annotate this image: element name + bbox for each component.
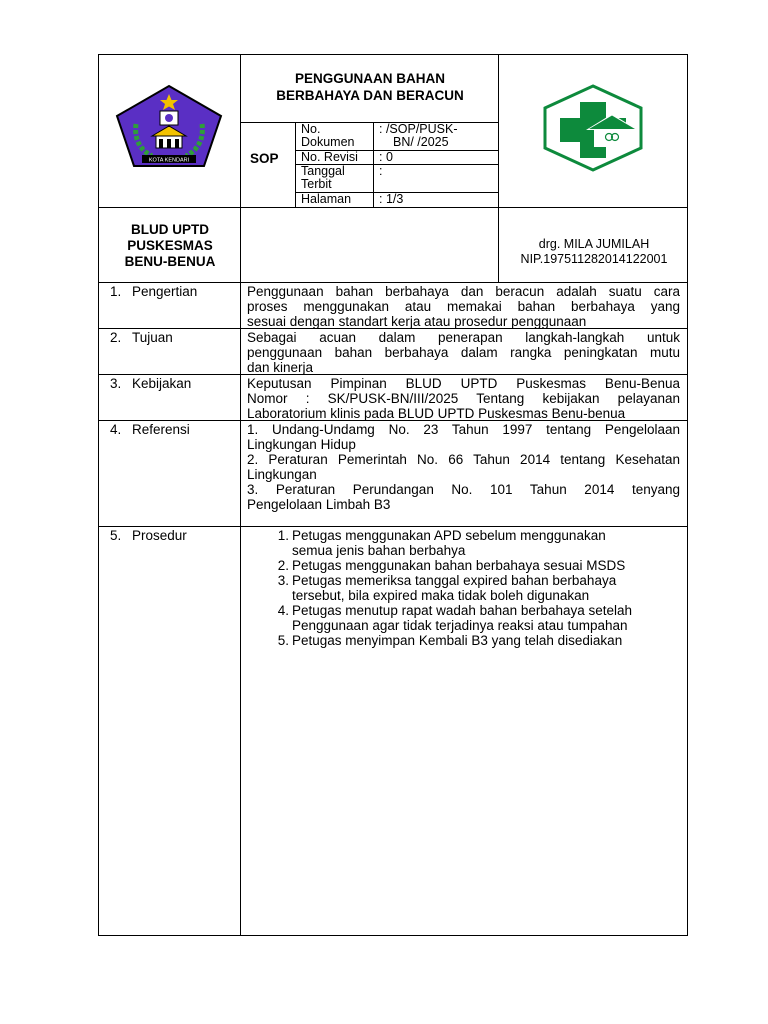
signatory-nip: NIP.197511282014122001 — [520, 252, 668, 266]
section-label-referensi: 4. Referensi — [110, 422, 190, 437]
title-line-1: PENGGUNAAN BAHAN — [294, 71, 445, 86]
procedure-item: 4. Petugas menutup rapat wadah bahan berbahaya setelah Penggunaan agar tidak terjadinya reaksi atau tumpahan — [277, 603, 633, 633]
document-title — [242, 70, 498, 104]
section-text-tujuan: Sebagai acuan dalam penerapan langkah-langkah untuk penggunaan bahan berbahaya dalam rangka peningkatan mutu dan kinerja — [247, 330, 680, 375]
procedure-item: 2. Petugas menggunakan bahan berbahaya sesuai MSDS — [277, 558, 626, 573]
procedure-list — [247, 528, 680, 648]
puskesmas-logo — [542, 84, 644, 172]
procedure-item: 5. Petugas menyimpan Kembali B3 yang telah disediakan — [277, 633, 623, 648]
section-text-pengertian: Penggunaan bahan berbahaya dan beracun adalah suatu cara proses menggunakan atau memakai bahan berbahaya yang sesuai dengan standart kerja atau prosedur penggunaan — [247, 284, 680, 329]
svg-text:KOTA KENDARI: KOTA KENDARI — [148, 157, 190, 164]
meta-label-tanggal: Tanggal Terbit — [301, 164, 345, 191]
title-line-2: BERBAHAYA DAN BERACUN — [276, 88, 464, 103]
meta-value-tanggal: : — [379, 164, 383, 178]
signatory — [500, 237, 688, 267]
meta-label-halaman: Halaman — [301, 192, 352, 206]
meta-value-dokumen: : /SOP/PUSK- BN/ /2025 — [379, 122, 458, 149]
section-label-prosedur: 5. Prosedur — [110, 528, 187, 543]
section-label-tujuan: 2. Tujuan — [110, 330, 173, 345]
procedure-item: 3. Petugas memeriksa tanggal expired bahan berbahaya tersebut, bila expired maka tidak boleh digunakan — [277, 573, 617, 603]
meta-label-revisi: No. Revisi — [301, 150, 358, 164]
kota-kendari-logo — [114, 84, 224, 168]
procedure-item: 1. Petugas menggunakan APD sebelum menggunakan semua jenis bahan berbahya — [277, 528, 606, 558]
section-text-referensi: 1. Undang-Undamg No. 23 Tahun 1997 tentang Pengelolaan Lingkungan Hidup 2. Peraturan Pemerintah No. 66 Tahun 2014 tentang Kesehatan Lingkungan 3. Peraturan Perundangan No. 101 Tahun 2014 tenyang Pengelolaan Limbah B3 — [247, 422, 680, 512]
signatory-name: drg. MILA JUMILAH — [538, 237, 650, 251]
meta-value-revisi: : 0 — [379, 150, 393, 164]
section-label-pengertian: 1. Pengertian — [110, 284, 198, 299]
sop-label: SOP — [250, 151, 279, 166]
meta-value-halaman: : 1/3 — [379, 192, 404, 206]
organization-name: BLUD UPTD PUSKESMAS BENU-BENUA — [124, 222, 216, 269]
meta-label-dokumen: No. Dokumen — [301, 122, 355, 149]
section-text-kebijakan: Keputusan Pimpinan BLUD UPTD Puskesmas Benu-Benua Nomor : SK/PUSK-BN/III/2025 Tentang kebijakan pelayanan Laboratorium klinis pada BLUD UPTD Puskesmas Benu-benua — [247, 376, 680, 421]
section-label-kebijakan: 3. Kebijakan — [110, 376, 192, 391]
